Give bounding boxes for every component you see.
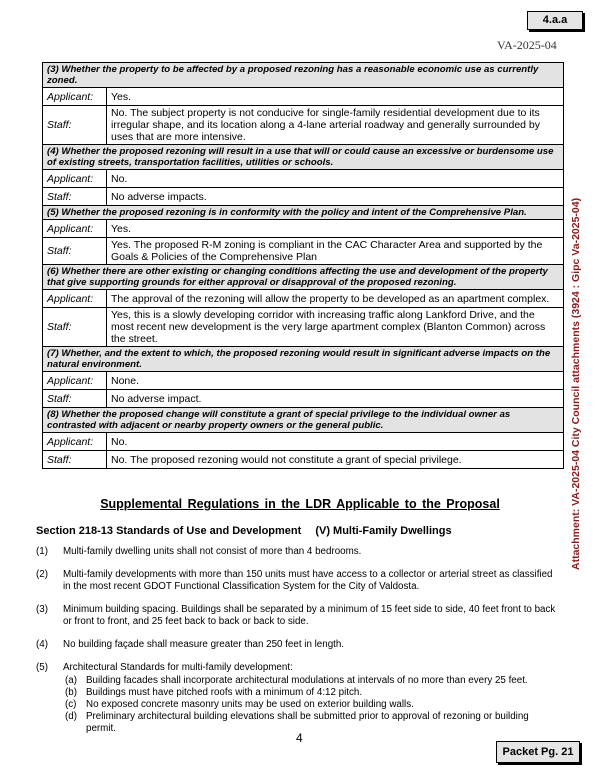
staff-row xyxy=(43,106,564,145)
staff-row xyxy=(43,451,564,469)
applicant-answer: The approval of the rezoning will allow the property to be developed as an apartment complex. xyxy=(107,290,564,308)
criteria-question-row xyxy=(43,265,564,290)
sub-item-text: Buildings must have pitched roofs with a minimum of 4:12 pitch. xyxy=(86,687,363,698)
sub-item-text: Preliminary architectural building elevations shall be submitted prior to approval of rezoning or building permit. xyxy=(86,711,529,734)
staff-label: Staff: xyxy=(43,188,107,206)
supplemental-regulations-title: Supplemental Regulations in the LDR Applicable to the Proposal xyxy=(100,497,500,511)
rezoning-criteria-table xyxy=(42,62,564,469)
staff-answer: No adverse impacts. xyxy=(107,188,564,206)
regulation-text: Minimum building spacing. Buildings shall be separated by a minimum of 15 feet side to side, 40 feet front to back or front to front, and 25 feet back to back or back to side. xyxy=(63,604,556,627)
criteria-question: (6) Whether there are other existing or changing conditions affecting the use and development of the property that give supporting grounds for either approval or disapproval of the proposed rezoning. xyxy=(43,265,564,290)
sub-item xyxy=(63,675,561,687)
staff-label: Staff: xyxy=(43,451,107,469)
staff-label: Staff: xyxy=(43,106,107,145)
applicant-label: Applicant: xyxy=(43,372,107,390)
staff-label: Staff: xyxy=(43,308,107,347)
staff-label: Staff: xyxy=(43,390,107,408)
section-title: Section 218-13 Standards of Use and Development xyxy=(36,525,302,537)
applicant-row xyxy=(43,433,564,451)
staff-answer: No. The proposed rezoning would not constitute a grant of special privilege. xyxy=(107,451,564,469)
regulation-number: (2) xyxy=(36,569,48,580)
applicant-label: Applicant: xyxy=(43,433,107,451)
applicant-answer: Yes. xyxy=(107,88,564,106)
regulation-text: Multi-family dwelling units shall not consist of more than 4 bedrooms. xyxy=(63,546,362,557)
packet-page-tag: Packet Pg. 21 xyxy=(496,741,580,763)
regulations-list xyxy=(36,546,561,746)
applicant-row xyxy=(43,170,564,188)
regulation-text: Architectural Standards for multi-family development: xyxy=(63,662,293,673)
page-number: 4 xyxy=(296,731,303,745)
staff-answer: Yes. The proposed R-M zoning is compliant in the CAC Character Area and supported by the Goals & Policies of the Comprehensive Plan xyxy=(107,238,564,265)
sub-item xyxy=(63,699,561,711)
applicant-label: Applicant: xyxy=(43,290,107,308)
regulation-text: No building façade shall measure greater than 250 feet in length. xyxy=(63,639,345,650)
criteria-question: (8) Whether the proposed change will constitute a grant of special privilege to the individual owner as contrasted with adjacent or nearby property owners or the general public. xyxy=(43,408,564,433)
regulation-number: (3) xyxy=(36,604,48,615)
regulation-number: (4) xyxy=(36,639,48,650)
staff-row xyxy=(43,188,564,206)
regulation-number: (1) xyxy=(36,546,48,557)
regulation-item xyxy=(36,569,561,593)
applicant-answer: None. xyxy=(107,372,564,390)
applicant-row xyxy=(43,220,564,238)
criteria-question: (3) Whether the property to be affected by a proposed rezoning has a reasonable economic use as currently zoned. xyxy=(43,63,564,88)
staff-answer: No. The subject property is not conducive for single-family residential development due to its irregular shape, and its location along a 4-lane arterial roadway and generally surrounded by uses that are more intensive. xyxy=(107,106,564,145)
sub-item-text: Building facades shall incorporate architectural modulations at intervals of no more than every 25 feet. xyxy=(86,675,528,686)
staff-answer: No adverse impact. xyxy=(107,390,564,408)
regulation-item xyxy=(36,546,561,558)
regulation-item xyxy=(36,662,561,735)
applicant-row xyxy=(43,290,564,308)
sub-item-letter: (a) xyxy=(65,675,77,686)
regulation-number: (5) xyxy=(36,662,48,673)
applicant-label: Applicant: xyxy=(43,220,107,238)
applicant-answer: No. xyxy=(107,433,564,451)
case-number: VA-2025-04 xyxy=(497,38,557,52)
applicant-answer: Yes. xyxy=(107,220,564,238)
sub-item xyxy=(63,711,561,735)
regulation-item xyxy=(36,639,561,651)
regulation-text: Multi-family developments with more than 150 units must have access to a collector or arterial street as classified in the most recent GDOT Functional Classification System for the City of Valdosta. xyxy=(63,569,553,592)
attachment-side-label: Attachment: VA-2025-04 City Council attachments (3924 : Gipc Va-2025-04) xyxy=(570,197,582,570)
criteria-question-row xyxy=(43,63,564,88)
architectural-standards-list xyxy=(63,675,561,735)
staff-row xyxy=(43,390,564,408)
sub-item-text: No exposed concrete masonry units may be used on exterior building walls. xyxy=(86,699,414,710)
applicant-label: Applicant: xyxy=(43,88,107,106)
applicant-row xyxy=(43,88,564,106)
criteria-question: (5) Whether the proposed rezoning is in conformity with the policy and intent of the Comprehensive Plan. xyxy=(43,206,564,220)
subsection-title: (V) Multi-Family Dwellings xyxy=(315,525,452,537)
criteria-question-row xyxy=(43,408,564,433)
sub-item-letter: (c) xyxy=(65,699,77,710)
agenda-item-tag: 4.a.a xyxy=(527,11,583,30)
criteria-question: (4) Whether the proposed rezoning will result in a use that will or could cause an excessive or burdensome use of existing streets, transportation facilities, utilities or schools. xyxy=(43,145,564,170)
regulation-item xyxy=(36,604,561,628)
staff-label: Staff: xyxy=(43,238,107,265)
sub-item xyxy=(63,687,561,699)
applicant-label: Applicant: xyxy=(43,170,107,188)
staff-row xyxy=(43,238,564,265)
criteria-question-row xyxy=(43,206,564,220)
section-heading xyxy=(36,525,452,537)
staff-answer: Yes, this is a slowly developing corridor with increasing traffic along Lankford Drive, and the most recent new development is the very large apartment complex (Blanton Common) across the street. xyxy=(107,308,564,347)
criteria-question: (7) Whether, and the extent to which, the proposed rezoning would result in significant adverse impacts on the natural environment. xyxy=(43,347,564,372)
staff-row xyxy=(43,308,564,347)
criteria-question-row xyxy=(43,347,564,372)
applicant-answer: No. xyxy=(107,170,564,188)
applicant-row xyxy=(43,372,564,390)
sub-item-letter: (d) xyxy=(65,711,77,722)
criteria-question-row xyxy=(43,145,564,170)
sub-item-letter: (b) xyxy=(65,687,77,698)
